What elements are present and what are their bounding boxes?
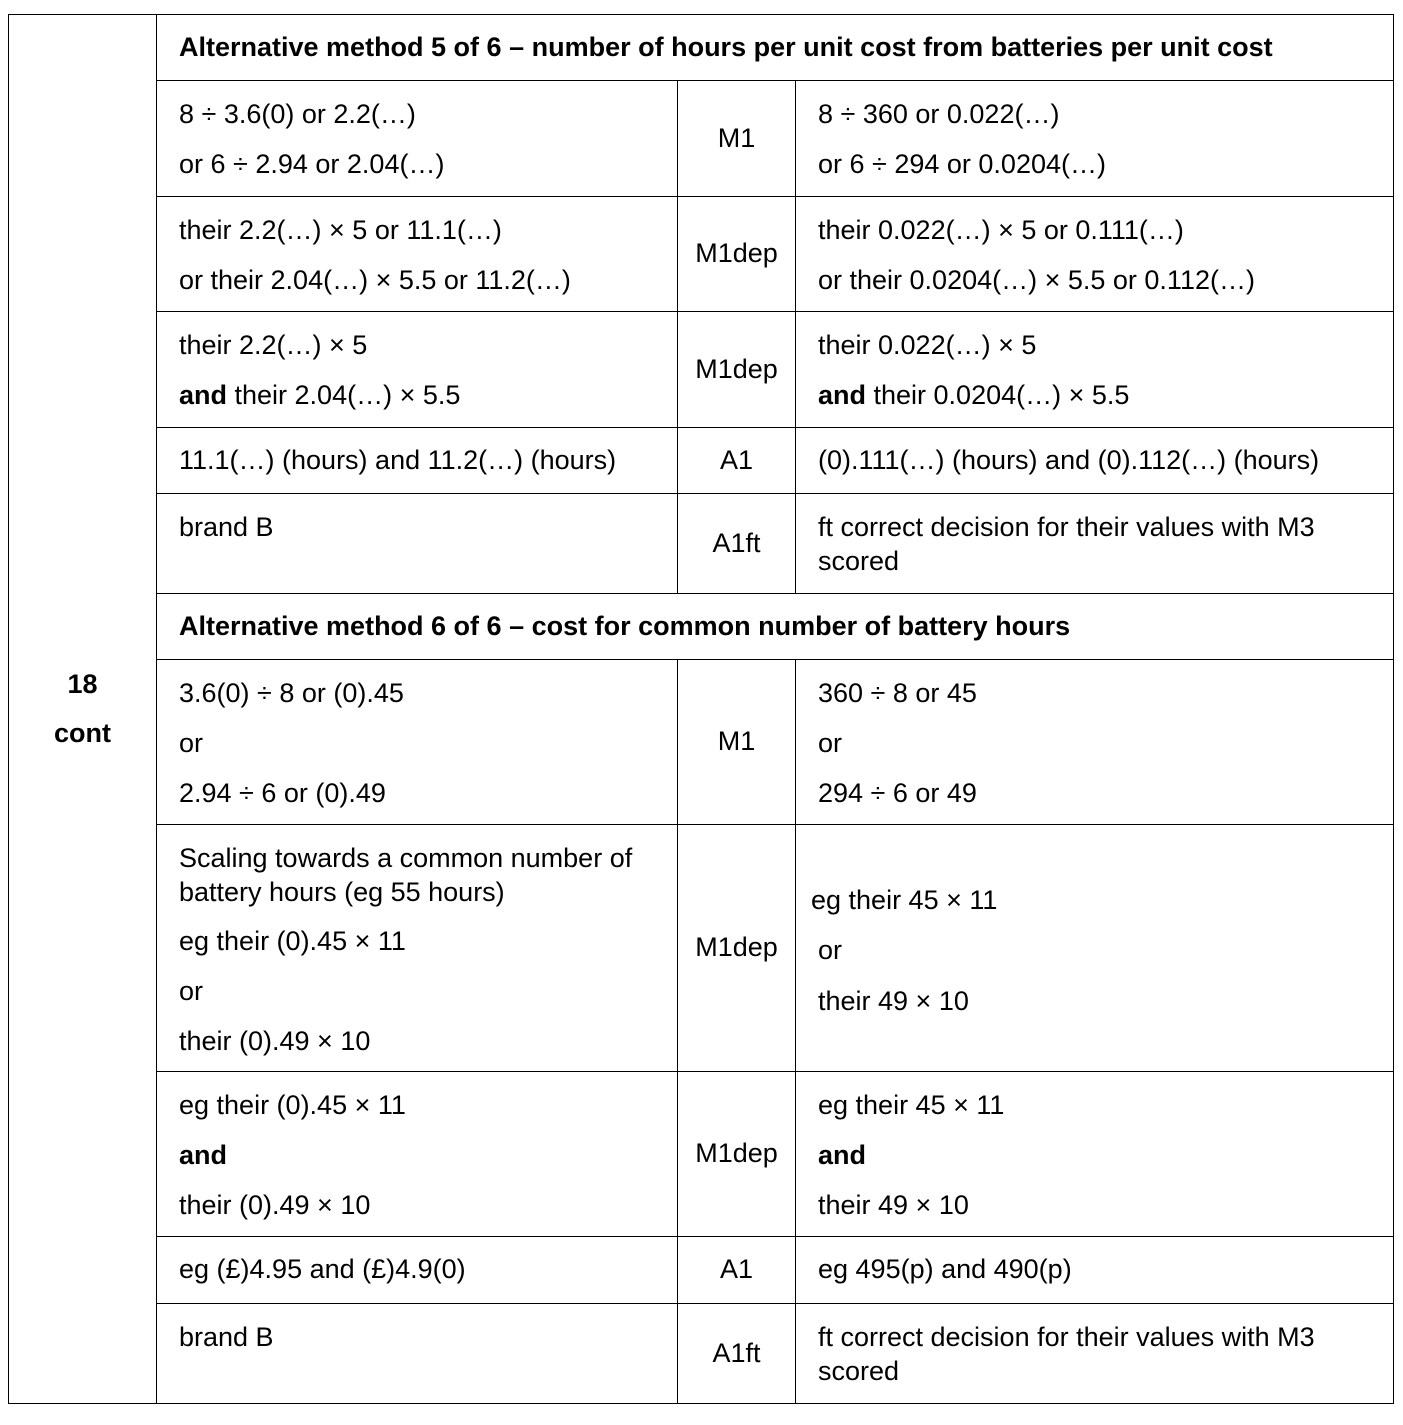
method6-row5-mark: A1ft — [678, 1304, 796, 1404]
table-row — [9, 1072, 1394, 1237]
method6-row2-notes: eg their 45 × 11 or their 49 × 10 — [796, 825, 1394, 1072]
table-row — [9, 660, 1394, 825]
method5-row3-notes: their 0.022(…) × 5 and their 0.0204(…) × 5.5 — [796, 312, 1394, 428]
table-row — [9, 197, 1394, 312]
method5-row1-answer: 8 ÷ 3.6(0) or 2.2(…) or 6 ÷ 2.94 or 2.04(…) — [157, 81, 678, 197]
method6-row2-answer: Scaling towards a common number of battery hours (eg 55 hours) eg their (0).45 × 11 or their (0).49 × 10 — [157, 825, 678, 1072]
method6-row4-answer: eg (£)4.95 and (£)4.9(0) — [157, 1237, 678, 1304]
method6-row4-notes: eg 495(p) and 490(p) — [796, 1237, 1394, 1304]
table-row — [9, 1304, 1394, 1404]
question-cont: cont — [54, 718, 111, 748]
method6-heading: Alternative method 6 of 6 – cost for common number of battery hours — [157, 594, 1394, 660]
method5-row2-mark: M1dep — [678, 197, 796, 312]
method5-heading-row — [9, 15, 1394, 81]
method5-row3-answer: their 2.2(…) × 5 and their 2.04(…) × 5.5 — [157, 312, 678, 428]
table-row — [9, 81, 1394, 197]
method5-row4-mark: A1 — [678, 428, 796, 494]
table-row — [9, 428, 1394, 494]
method6-row1-notes: 360 ÷ 8 or 45 or 294 ÷ 6 or 49 — [796, 660, 1394, 825]
method6-row2-mark: M1dep — [678, 825, 796, 1072]
method5-heading: Alternative method 5 of 6 – number of hours per unit cost from batteries per unit cost — [157, 15, 1394, 81]
method5-row5-answer: brand B — [157, 494, 678, 594]
method5-row4-notes: (0).111(…) (hours) and (0).112(…) (hours) — [796, 428, 1394, 494]
question-number-cell — [9, 15, 157, 1404]
method6-row3-notes: eg their 45 × 11 and their 49 × 10 — [796, 1072, 1394, 1237]
method6-heading-row — [9, 594, 1394, 660]
method6-row1-mark: M1 — [678, 660, 796, 825]
method5-row3-mark: M1dep — [678, 312, 796, 428]
method5-row2-notes: their 0.022(…) × 5 or 0.111(…) or their 0.0204(…) × 5.5 or 0.112(…) — [796, 197, 1394, 312]
method6-row4-mark: A1 — [678, 1237, 796, 1304]
question-number: 18 — [67, 669, 98, 699]
method5-row5-notes: ft correct decision for their values with M3 scored — [796, 494, 1394, 594]
method6-row3-answer: eg their (0).45 × 11 and their (0).49 × 10 — [157, 1072, 678, 1237]
table-row — [9, 494, 1394, 594]
table-row — [9, 312, 1394, 428]
method5-row1-notes: 8 ÷ 360 or 0.022(…) or 6 ÷ 294 or 0.0204(…) — [796, 81, 1394, 197]
method5-row2-answer: their 2.2(…) × 5 or 11.1(…) or their 2.04(…) × 5.5 or 11.2(…) — [157, 197, 678, 312]
table-row — [9, 825, 1394, 1072]
method6-row5-answer: brand B — [157, 1304, 678, 1404]
method5-row1-mark: M1 — [678, 81, 796, 197]
mark-scheme-table — [8, 14, 1394, 1404]
method6-row1-answer: 3.6(0) ÷ 8 or (0).45 or 2.94 ÷ 6 or (0).49 — [157, 660, 678, 825]
method5-row4-answer: 11.1(…) (hours) and 11.2(…) (hours) — [157, 428, 678, 494]
method6-row5-notes: ft correct decision for their values with M3 scored — [796, 1304, 1394, 1404]
method5-row5-mark: A1ft — [678, 494, 796, 594]
method6-row3-mark: M1dep — [678, 1072, 796, 1237]
table-row — [9, 1237, 1394, 1304]
